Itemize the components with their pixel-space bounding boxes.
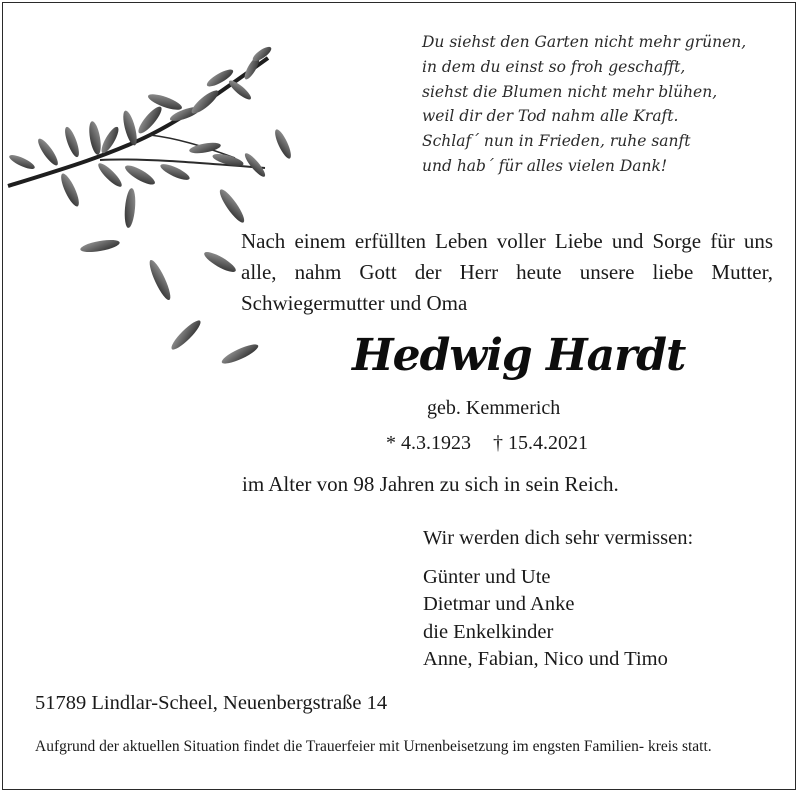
mourner-name: Günter und Ute: [423, 565, 551, 588]
mourner-name: Dietmar und Anke: [423, 593, 575, 615]
address: 51789 Lindlar-Scheel, Neuenbergstraße 14: [35, 692, 388, 714]
birth-name: geb. Kemmerich: [427, 397, 561, 419]
birth-date: * 4.3.1923: [386, 432, 471, 454]
life-dates: [386, 432, 588, 455]
poem-line: weil dir der Tod nahm alle Kraft.: [422, 107, 679, 126]
poem-line: Schlaf´ nun in Frieden, ruhe sanft: [422, 132, 691, 151]
mourner-name: die Enkelkinder: [423, 620, 554, 643]
poem-line: siehst die Blumen nicht mehr blühen,: [422, 82, 718, 101]
intro-text: Nach einem erfüllten Leben voller Liebe und Sorge für uns alle, nahm Gott der Herr heute unsere liebe Mutter, Schwiegermutter und Oma: [241, 229, 773, 315]
willow-branch-illustration: [0, 40, 300, 380]
mourners-block: [423, 525, 693, 674]
mourner-name: Anne, Fabian, Nico und Timo: [423, 648, 668, 670]
poem-line: Du siehst den Garten nicht mehr grünen,: [422, 33, 747, 51]
poem-line: und hab´ für alles vielen Dank!: [422, 156, 668, 175]
mourners-heading: Wir werden dich sehr vermissen:: [423, 527, 694, 549]
age-line: im Alter von 98 Jahren zu sich in sein Reich.: [242, 472, 619, 496]
poem-line: in dem du einst so froh geschafft,: [422, 57, 686, 76]
deceased-name: Hedwig Hardt: [352, 330, 686, 381]
funeral-notice: Aufgrund der aktuellen Situation findet die Trauerfeier mit Urnenbeisetzung im engsten Familien- kreis statt.: [35, 738, 712, 755]
poem: [422, 30, 782, 179]
death-date: † 15.4.2021: [493, 432, 588, 454]
